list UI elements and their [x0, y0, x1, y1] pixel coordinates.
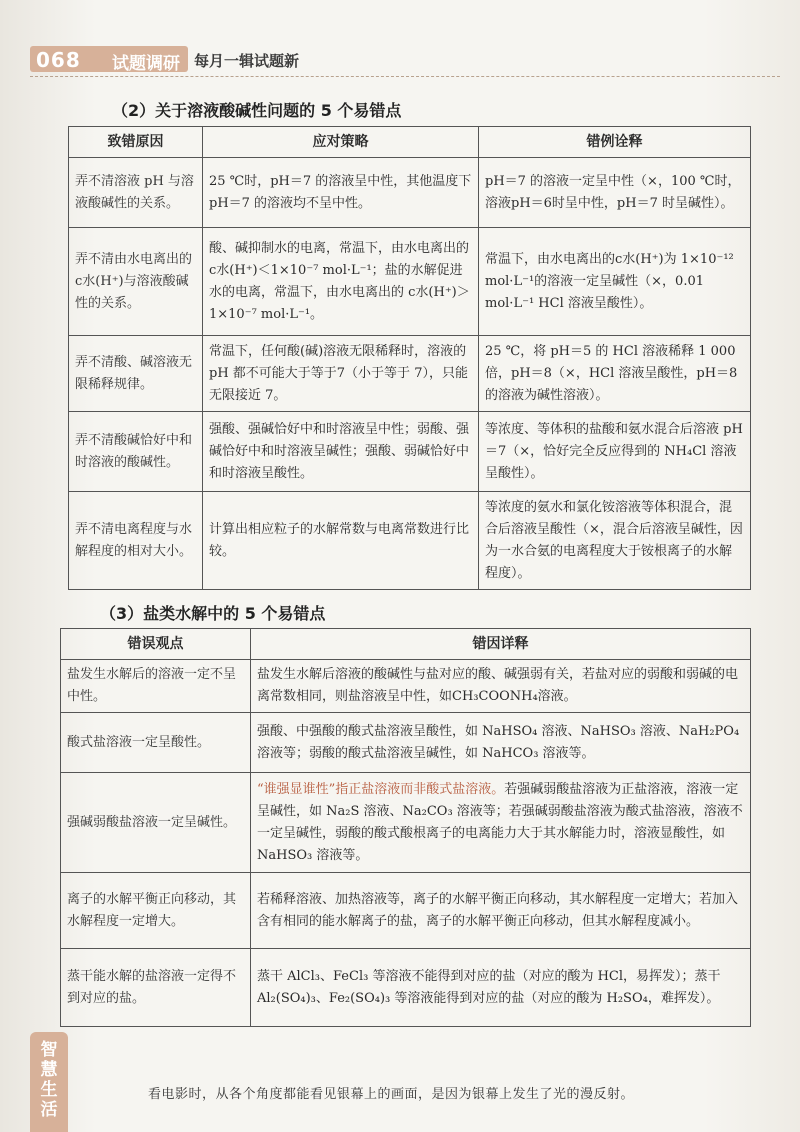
col-header: 错误观点: [61, 629, 251, 660]
table-row: [69, 412, 751, 492]
cell-example: 25 ℃，将 pH＝5 的 HCl 溶液稀释 1 000 倍，pH＝8（×，HCl 溶液呈酸性，pH＝8 的溶液为碱性溶液）。: [479, 336, 751, 412]
header-subtitle: 每月一辑试题新: [194, 52, 300, 70]
page-number: 068: [36, 48, 81, 72]
cell-explanation: 强酸、中强酸的酸式盐溶液呈酸性，如 NaHSO₄ 溶液、NaHSO₃ 溶液、NaH₂PO₄ 溶液等；弱酸的酸式盐溶液呈碱性，如 NaHCO₃ 溶液等。: [251, 713, 751, 773]
cell-strategy: 常温下，任何酸(碱)溶液无限稀释时，溶液的 pH 都不可能大于等于7（小于等于 7），只能无限接近 7。: [203, 336, 479, 412]
cell-misconception: 强碱弱酸盐溶液一定呈碱性。: [61, 773, 251, 873]
table-row: [61, 873, 751, 949]
cell-explanation: 盐发生水解后溶液的酸碱性与盐对应的酸、碱强弱有关，若盐对应的弱酸和弱碱的电离常数相同，则盐溶液呈中性，如CH₃COONH₄溶液。: [251, 660, 751, 713]
table-row: [61, 660, 751, 713]
cell-misconception: 蒸干能水解的盐溶液一定得不到对应的盐。: [61, 949, 251, 1027]
cell-explanation: 蒸干 AlCl₃、FeCl₃ 等溶液不能得到对应的盐（对应的酸为 HCl，易挥发）；蒸干 Al₂(SO₄)₃、Fe₂(SO₄)₃ 等溶液能得到对应的盐（对应的酸为 H₂SO₄，难挥发）。: [251, 949, 751, 1027]
cell-strategy: 25 ℃时，pH＝7 的溶液呈中性，其他温度下 pH＝7 的溶液均不呈中性。: [203, 158, 479, 228]
page-header: [22, 40, 782, 80]
table-row: [61, 773, 751, 873]
table-header-row: [61, 629, 751, 660]
section-title: 试题调研: [112, 54, 180, 74]
col-header: 错因详释: [251, 629, 751, 660]
footer-tip: 看电影时，从各个角度都能看见银幕上的画面，是因为银幕上发生了光的漫反射。: [148, 1087, 635, 1102]
cell-strategy: 酸、碱抑制水的电离，常温下，由水电离出的c水(H⁺)＜1×10⁻⁷ mol·L⁻¹；盐的水解促进水的电离，常温下，由水电离出的 c水(H⁺)＞1×10⁻⁷ mol·L⁻¹。: [203, 228, 479, 336]
cell-example: pH＝7 的溶液一定呈中性（×，100 ℃时，溶液pH＝6时呈中性，pH＝7 时呈碱性）。: [479, 158, 751, 228]
table-header-row: [69, 127, 751, 158]
table-row: [61, 949, 751, 1027]
table-row: [69, 492, 751, 590]
cell-cause: 弄不清由水电离出的c水(H⁺)与溶液酸碱性的关系。: [69, 228, 203, 336]
cell-cause: 弄不清溶液 pH 与溶液酸碱性的关系。: [69, 158, 203, 228]
cell-strategy: 强酸、强碱恰好中和时溶液呈中性；弱酸、强碱恰好中和时溶液呈碱性；强酸、弱碱恰好中和时溶液呈酸性。: [203, 412, 479, 492]
table-row: [61, 713, 751, 773]
table-row: [69, 158, 751, 228]
section2-table: [68, 126, 751, 590]
col-header: 错例诠释: [479, 127, 751, 158]
highlight-note: “谁强显谁性”指正盐溶液而非酸式盐溶液。: [257, 781, 505, 797]
header-divider: [30, 76, 780, 77]
col-header: 应对策略: [203, 127, 479, 158]
cell-cause: 弄不清酸碱恰好中和时溶液的酸碱性。: [69, 412, 203, 492]
cell-misconception: 离子的水解平衡正向移动，其水解程度一定增大。: [61, 873, 251, 949]
section3-table: [60, 628, 751, 1027]
cell-strategy: 计算出相应粒子的水解常数与电离常数进行比较。: [203, 492, 479, 590]
section2-title: （2）关于溶液酸碱性问题的 5 个易错点: [112, 101, 402, 120]
side-label: 智慧生活: [40, 1040, 58, 1120]
cell-example: 等浓度的氨水和氯化铵溶液等体积混合，混合后溶液呈酸性（×，混合后溶液呈碱性，因为一水合氨的电离程度大于铵根离子的水解程度）。: [479, 492, 751, 590]
cell-explanation: 若稀释溶液、加热溶液等，离子的水解平衡正向移动，其水解程度一定增大；若加入含有相同的能水解离子的盐，离子的水解平衡正向移动，但其水解程度减小。: [251, 873, 751, 949]
cell-cause: 弄不清电离程度与水解程度的相对大小。: [69, 492, 203, 590]
explanation-text: 若强碱弱酸盐溶液为正盐溶液，溶液一定呈碱性，如 Na₂S 溶液、Na₂CO₃ 溶液等；若强碱弱酸盐溶液为酸式盐溶液，溶液不一定呈碱性，弱酸的酸式酸根离子的电离能力大于其水解能力时，溶液显酸性，如 NaHSO₃ 溶液等。: [257, 781, 743, 863]
col-header: 致错原因: [69, 127, 203, 158]
cell-explanation: [251, 773, 751, 873]
cell-example: 常温下，由水电离出的c水(H⁺)为 1×10⁻¹² mol·L⁻¹的溶液一定呈碱性（×，0.01 mol·L⁻¹ HCl 溶液呈酸性）。: [479, 228, 751, 336]
table-row: [69, 228, 751, 336]
cell-example: 等浓度、等体积的盐酸和氨水混合后溶液 pH＝7（×，恰好完全反应得到的 NH₄Cl 溶液呈酸性）。: [479, 412, 751, 492]
section3-title: （3）盐类水解中的 5 个易错点: [100, 604, 326, 623]
table-row: [69, 336, 751, 412]
cell-misconception: 酸式盐溶液一定呈酸性。: [61, 713, 251, 773]
cell-cause: 弄不清酸、碱溶液无限稀释规律。: [69, 336, 203, 412]
cell-misconception: 盐发生水解后的溶液一定不呈中性。: [61, 660, 251, 713]
